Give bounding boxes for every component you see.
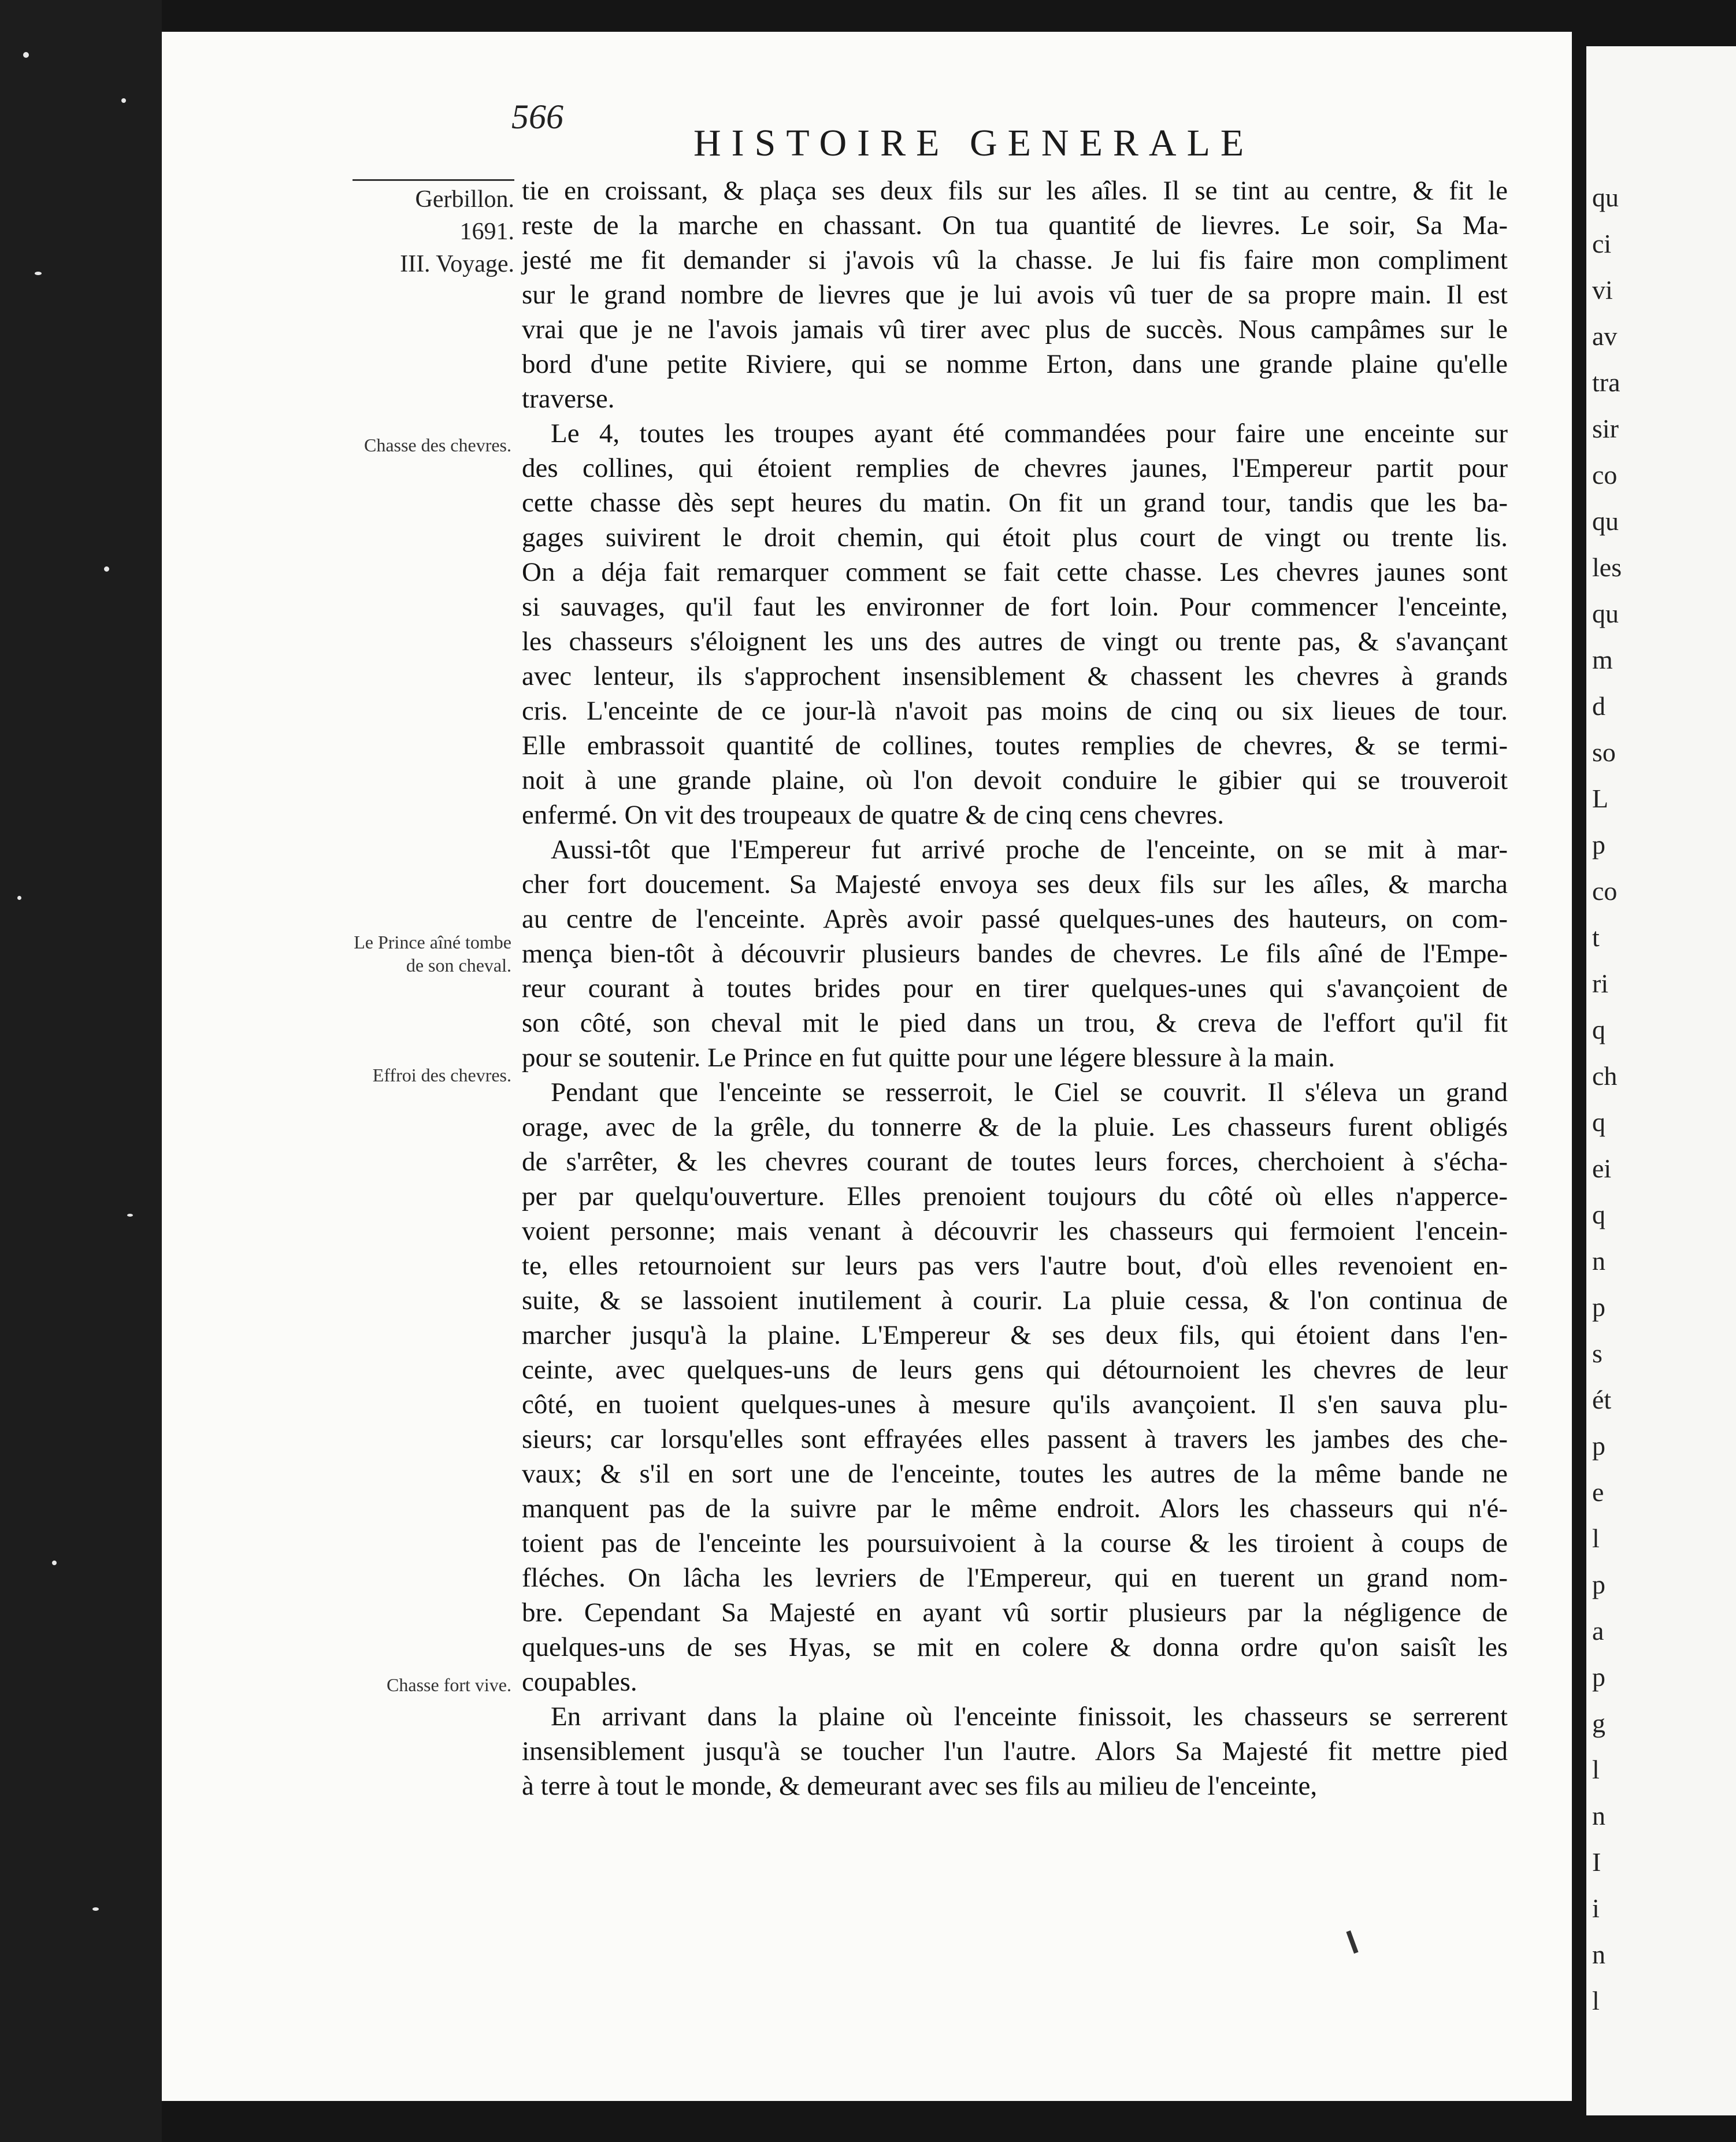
facing-page-fragment: e <box>1592 1477 1604 1507</box>
margin-note-chasse-vive: Chasse fort vive. <box>387 1674 511 1695</box>
facing-page-fragment: vi <box>1592 275 1613 305</box>
margin-note-prince-tombe: Le Prince aîné tombe de son cheval. <box>354 932 511 976</box>
scan-speck <box>127 1214 133 1217</box>
text-line: per par quelqu'ouverture. Elles prenoient toujours du côté où elles n'apperce- <box>522 1181 1508 1211</box>
facing-page-fragment: ét <box>1592 1385 1612 1414</box>
facing-page-fragment: g <box>1592 1709 1605 1738</box>
text-line: bre. Cependant Sa Majesté en ayant vû sortir plusieurs par la négligence de <box>522 1598 1508 1628</box>
text-line: de s'arrêter, & les chevres courant de toutes leurs forces, cherchoient à s'écha- <box>522 1147 1508 1177</box>
facing-page-fragment: p <box>1592 1292 1605 1322</box>
facing-page-fragment: qu <box>1592 183 1619 212</box>
text-line: à terre à tout le monde, & demeurant avec ses fils au milieu de l'enceinte, <box>522 1771 1318 1801</box>
text-line: avec lenteur, ils s'approchent insensiblement & chassent les chevres à grands <box>522 661 1508 691</box>
side-header <box>341 179 514 280</box>
text-line: au centre de l'enceinte. Après avoir passé quelques-unes des hauteurs, on com- <box>522 904 1508 934</box>
text-line: des collines, qui étoient remplies de chevres jaunes, l'Empereur partit pour <box>522 453 1508 483</box>
facing-page-fragment: a <box>1592 1616 1604 1646</box>
text-line: pour se soutenir. Le Prince en fut quitte pour une légere blessure à la main. <box>522 1043 1335 1073</box>
facing-page-fragment: qu <box>1592 506 1619 536</box>
facing-page-fragment: s <box>1592 1339 1603 1368</box>
text-line: reste de la marche en chassant. On tua quantité de lievres. Le soir, Sa Ma- <box>522 210 1508 240</box>
text-line: Pendant que l'enceinte se resserroit, le Ciel se couvrit. Il s'éleva un grand <box>551 1077 1508 1107</box>
facing-page-fragment: n <box>1592 1246 1605 1276</box>
side-header-voyage: III. Voyage. <box>400 251 514 277</box>
facing-page-fragment: ch <box>1592 1061 1618 1091</box>
text-line: les chasseurs s'éloignent les uns des autres de vingt ou trente pas, & s'avançant <box>522 627 1508 657</box>
page-number: 566 <box>511 98 563 136</box>
text-line: te, elles retournoient sur leurs pas vers l'autre bout, d'où elles revenoient en- <box>522 1251 1508 1281</box>
running-title: HISTOIRE GENERALE <box>693 122 1255 164</box>
facing-page-fragment: l <box>1592 1524 1600 1553</box>
facing-page-fragment: co <box>1592 876 1618 906</box>
facing-page-fragment: d <box>1592 691 1605 721</box>
paragraph <box>522 416 1508 832</box>
margin-note-effroi-chevres: Effroi des chevres. <box>372 1065 511 1085</box>
text-line: coupables. <box>522 1667 637 1697</box>
text-line: tie en croissant, & plaça ses deux fils sur les aîles. Il se tint au centre, & fit le <box>522 176 1508 206</box>
paragraph <box>522 173 1508 416</box>
text-line: enfermé. On vit des troupeaux de quatre & de cinq cens chevres. <box>522 800 1225 830</box>
facing-page-fragment: q <box>1592 1107 1605 1137</box>
facing-page-fragment: q <box>1592 1015 1605 1044</box>
text-line: cher fort doucement. Sa Majesté envoya ses deux fils sur les aîles, & marcha <box>522 869 1508 899</box>
text-line: voient personne; mais venant à découvrir les chasseurs qui fermoient l'encein- <box>522 1216 1508 1246</box>
facing-page-fragment: sir <box>1592 414 1619 443</box>
text-line: orage, avec de la grêle, du tonnerre & de la pluie. Les chasseurs furent obligés <box>522 1112 1508 1142</box>
text-line: fléches. On lâcha les levriers de l'Empereur, qui en tuerent un grand nom- <box>522 1563 1508 1593</box>
facing-page <box>1586 46 1736 2115</box>
text-line: mença bien-tôt à découvrir plusieurs bandes de chevres. Le fils aîné de l'Empe- <box>522 939 1508 969</box>
facing-page-fragment: tra <box>1592 368 1620 397</box>
scan-border-left <box>0 0 162 2142</box>
side-header-author: Gerbillon. <box>415 186 514 213</box>
paragraph <box>522 1075 1508 1699</box>
text-line: Aussi-tôt que l'Empereur fut arrivé proche de l'enceinte, on se mit à mar- <box>551 835 1508 865</box>
scan-speck <box>35 272 42 275</box>
facing-page-fragment: l <box>1592 1986 1600 2015</box>
text-line: toient pas de l'enceinte les poursuivoient à la course & les tiroient à coups de <box>522 1528 1508 1558</box>
facing-page-fragment: q <box>1592 1200 1605 1229</box>
scan-speck <box>104 566 109 572</box>
scan-speck <box>121 98 126 103</box>
facing-page-fragment: p <box>1592 1431 1605 1461</box>
text-line: ceinte, avec quelques-uns de leurs gens qui détournoient les chevres de leur <box>522 1355 1508 1385</box>
scan-speck <box>23 52 29 58</box>
text-line: Le 4, toutes les troupes ayant été commandées pour faire une enceinte sur <box>551 418 1508 449</box>
text-line: noit à une grande plaine, où l'on devoit conduire le gibier qui se trouveroit <box>522 765 1508 795</box>
text-line: On a déja fait remarquer comment se fait cette chasse. Les chevres jaunes sont <box>522 557 1508 587</box>
text-line: sur le grand nombre de lievres que je lui avois vû tuer de sa propre main. Il est <box>522 280 1508 310</box>
text-line: son côté, son cheval mit le pied dans un trou, & creva de l'effort qu'il fit <box>522 1008 1508 1038</box>
scan-speck <box>17 896 21 900</box>
text-line: jesté me fit demander si j'avois vû la chasse. Je lui fis faire mon compliment <box>522 245 1508 275</box>
text-line: si sauvages, qu'il faut les environner de fort loin. Pour commencer l'enceinte, <box>522 592 1508 622</box>
facing-page-fragment: ei <box>1592 1154 1612 1183</box>
facing-page-fragment: i <box>1592 1893 1600 1923</box>
text-line: gages suivirent le droit chemin, qui étoit plus court de vingt ou trente lis. <box>522 522 1508 553</box>
side-header-year: 1691. <box>459 218 514 245</box>
facing-page-fragment: av <box>1592 321 1618 351</box>
body-text <box>522 173 1508 1803</box>
text-line: vrai que je ne l'avois jamais vû tirer avec plus de succès. Nous campâmes sur le <box>522 314 1508 344</box>
text-line: En arrivant dans la plaine où l'enceinte finissoit, les chasseurs se serrerent <box>551 1702 1508 1732</box>
text-line: insensiblement jusqu'à se toucher l'un l'autre. Alors Sa Majesté fit mettre pied <box>522 1736 1508 1766</box>
text-line: quelques-uns de ses Hyas, se mit en colere & donna ordre qu'on saisît les <box>522 1632 1508 1662</box>
facing-page-fragment: t <box>1592 922 1600 952</box>
facing-page-fragment: m <box>1592 645 1613 675</box>
text-line: sieurs; car lorsqu'elles sont effrayées elles passent à travers les jambes des che- <box>522 1424 1508 1454</box>
text-line: suite, & se lassoient inutilement à courir. La pluie cessa, & l'on continua de <box>522 1285 1508 1315</box>
text-line: bord d'une petite Riviere, qui se nomme Erton, dans une grande plaine qu'elle <box>522 349 1508 379</box>
text-line: marcher jusqu'à la plaine. L'Empereur & ses deux fils, qui étoient dans l'en- <box>522 1320 1508 1350</box>
text-line: Elle embrassoit quantité de collines, toutes remplies de chevres, & se termi- <box>522 731 1508 761</box>
facing-page-fragment: les <box>1592 553 1622 582</box>
text-line: cris. L'enceinte de ce jour-là n'avoit pas moins de cinq ou six lieues de tour. <box>522 696 1508 726</box>
facing-page-fragment: p <box>1592 830 1605 859</box>
facing-page-fragment: co <box>1592 460 1618 490</box>
text-line: traverse. <box>522 384 615 414</box>
facing-page-fragment: n <box>1592 1801 1605 1830</box>
facing-page-fragment: p <box>1592 1662 1605 1692</box>
facing-page-fragment: so <box>1592 738 1616 767</box>
text-line: reur courant à toutes brides pour en tirer quelques-unes qui s'avançoient de <box>522 973 1508 1003</box>
facing-page-fragment: I <box>1592 1847 1601 1877</box>
side-header-rule <box>353 179 514 181</box>
facing-page-fragment: ci <box>1592 229 1612 258</box>
paragraph <box>522 832 1508 1075</box>
facing-page-fragment: n <box>1592 1940 1605 1969</box>
facing-page-fragment: p <box>1592 1570 1605 1599</box>
scan-speck <box>52 1561 57 1565</box>
text-line: côté, en tuoient quelques-unes à mesure qu'ils avançoient. Il s'en sauva plu- <box>522 1389 1508 1420</box>
facing-page-fragment: ri <box>1592 969 1609 998</box>
text-line: manquent pas de la suivre par le même endroit. Alors les chasseurs qui n'é- <box>522 1494 1508 1524</box>
text-line: cette chasse dès sept heures du matin. On fit un grand tour, tandis que les ba- <box>522 488 1508 518</box>
paragraph <box>522 1699 1508 1803</box>
facing-page-fragment: l <box>1592 1755 1600 1784</box>
margin-note-chasse-chevres: Chasse des chevres. <box>363 435 511 455</box>
scan-speck <box>92 1907 99 1911</box>
text-line: vaux; & s'il en sort une de l'enceinte, toutes les autres de la même bande ne <box>522 1459 1508 1489</box>
facing-page-fragment: L <box>1592 784 1609 813</box>
facing-page-fragment: qu <box>1592 599 1619 628</box>
